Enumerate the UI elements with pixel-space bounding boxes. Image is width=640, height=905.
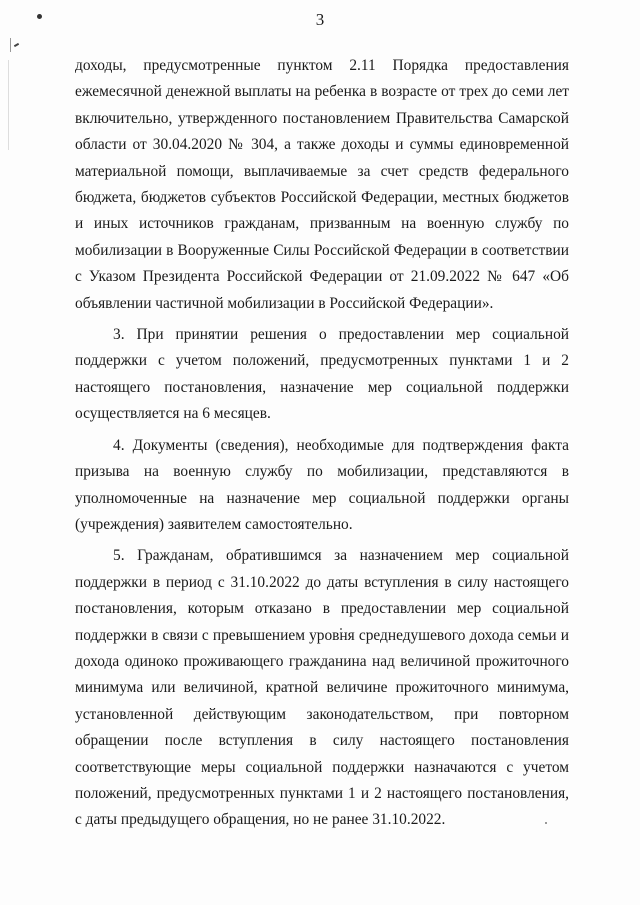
paragraph-continuation: доходы, предусмотренные пунктом 2.11 Порядка предоставления ежемесячной денежной выплаты на ребенка в возрасте от трех до семи лет включительно, утвержденного постановлением Правительства Самарской области от 30.04.2020 № 304, а также доходы и суммы единовременной материальной помощи, выплачиваемые за счет средств федерального бюджета, бюджетов субъектов Российской Федерации, местных бюджетов и иных источников гражданам, призванным на военную службу по мобилизации в Вооруженные Силы Российской Федерации в соответствии с Указом Президента Российской Федерации от 21.09.2022 № 647 «Об объявлении частичной мобилизации в Российской Федерации».: [75, 57, 569, 312]
scan-artifact-edge: [8, 60, 9, 150]
paragraph-item-3: 3. При принятии решения о предоставлении мер социальной поддержки с учетом положений, предусмотренных пунктами 1 и 2 настоящего постановления, назначение мер социальной поддержки осуществляется на 6 месяцев.: [75, 326, 569, 423]
paragraph-item-5: 5. Гражданам, обратившимся за назначением мер социальной поддержки в период с 31.10.2022 до даты вступления в силу настоящего постановления, которым отказано в предоставлении мер социальной поддержки в связи с превышением уровня среднедушевого дохода семьи и дохода одиноко проживающего гражданина над величиной прожиточного минимума или величиной, кратной величине прожиточного минимума, установленной действующим законодательством, при повторном обращении после вступления в силу настоящего постановления соответствующие меры социальной поддержки назначаются с учетом положений, предусмотренных пунктами 1 и 2 настоящего постановления, с даты предыдущего обращения, но не ранее 31.10.2022.: [75, 547, 569, 829]
paragraph-item-4: 4. Документы (сведения), необходимые для подтверждения факта призыва на военную службу по мобилизации, представляются в уполномоченные на назначение мер социальной поддержки органы (учреждения) заявителем самостоятельно.: [75, 436, 569, 533]
page-number: 3: [315, 10, 325, 29]
scan-artifact-tick: [14, 43, 19, 47]
document-body: [75, 53, 569, 834]
scan-artifact-line: [10, 38, 11, 52]
